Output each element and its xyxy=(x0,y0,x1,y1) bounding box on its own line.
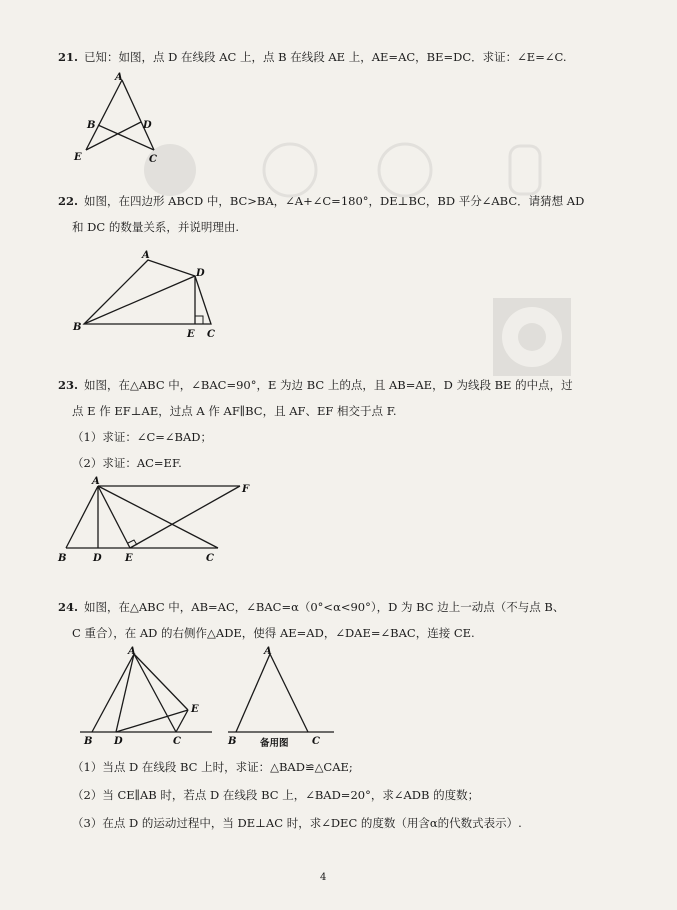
question-22-line-2: 和 DC 的数量关系，并说明理由. xyxy=(72,220,239,234)
question-24-part-3: （3）在点 D 的运动过程中，当 DE⊥AC 时，求∠DEC 的度数（用含α的代数式表示）. xyxy=(72,816,522,830)
question-23-part-2: （2）求证：AC=EF. xyxy=(72,456,182,470)
figure-23 xyxy=(58,474,258,569)
label-c: C xyxy=(312,736,320,747)
question-23-line-1: 如图，在△ABC 中，∠BAC=90°，E 为边 BC 上的点，且 AB=AE，D 为线段 BE 的中点，过 xyxy=(84,378,573,392)
question-24 xyxy=(58,598,564,616)
label-b: B xyxy=(84,736,93,747)
label-f: F xyxy=(242,484,250,495)
label-e: E xyxy=(74,152,82,163)
question-21-text: 已知：如图，点 D 在线段 AC 上，点 B 在线段 AE 上，AE=AC，BE=DC．求证：∠E=∠C. xyxy=(84,50,567,64)
question-24-part-1: （1）当点 D 在线段 BC 上时，求证：△BAD≌△CAE; xyxy=(72,760,353,774)
question-24-line-2: C 重合），在 AD 的右侧作△ADE，使得 AE=AD，∠DAE=∠BAC，连接 CE. xyxy=(72,626,475,640)
spare-figure-caption: 备用图 xyxy=(260,738,289,749)
label-c: C xyxy=(173,736,181,747)
bleed-through-figures xyxy=(140,140,560,200)
label-a: A xyxy=(128,646,136,657)
page-number: 4 xyxy=(320,872,327,883)
question-23-line-2: 点 E 作 EF⊥AE，过点 A 作 AF∥BC，且 AF、EF 相交于点 F. xyxy=(72,404,397,418)
segment-ab xyxy=(92,654,134,732)
bleed-through-pattern xyxy=(493,298,571,376)
question-24-line-2-row xyxy=(72,624,475,642)
segment-bd xyxy=(84,276,195,324)
label-c: C xyxy=(207,329,215,340)
label-a: A xyxy=(92,476,100,487)
label-e: E xyxy=(187,329,195,340)
question-24-number: 24. xyxy=(58,600,79,614)
label-e: E xyxy=(191,704,199,715)
label-a: A xyxy=(264,646,272,657)
question-23 xyxy=(58,376,573,394)
figure-24 xyxy=(76,646,216,746)
figure-21 xyxy=(70,72,180,167)
question-24-part-2: （2）当 CE∥AB 时，若点 D 在线段 BC 上，∠BAD=20°，求∠ADB 的度数； xyxy=(72,788,480,802)
segment-ad xyxy=(116,654,134,732)
label-b: B xyxy=(228,736,237,747)
label-a: A xyxy=(142,250,150,261)
label-d: D xyxy=(143,120,152,131)
segment-ac xyxy=(122,80,154,150)
question-21-number: 21. xyxy=(58,50,79,64)
segment-ae xyxy=(86,80,122,150)
label-b: B xyxy=(73,322,82,333)
right-angle-e xyxy=(195,316,203,324)
segment-ab xyxy=(236,654,270,732)
question-22 xyxy=(58,192,584,210)
label-d: D xyxy=(114,736,123,747)
segment-ac xyxy=(270,654,308,732)
label-e: E xyxy=(125,553,133,564)
segment-ae xyxy=(98,486,130,548)
segment-ef xyxy=(130,486,240,548)
figure-22 xyxy=(70,246,230,341)
figure-24-spare xyxy=(222,646,342,756)
question-22-number: 22. xyxy=(58,194,79,208)
question-24-line-1: 如图，在△ABC 中，AB=AC，∠BAC=α（0°<α<90°），D 为 BC 边上一动点（不与点 B、 xyxy=(84,600,565,614)
question-21 xyxy=(58,48,567,66)
label-c: C xyxy=(149,154,157,165)
label-b: B xyxy=(87,120,96,131)
segment-ae xyxy=(134,654,188,710)
label-d: D xyxy=(196,268,205,279)
question-23-part-1: （1）求证：∠C=∠BAD； xyxy=(72,430,212,444)
question-22-line-1: 如图，在四边形 ABCD 中，BC>BA，∠A+∠C=180°，DE⊥BC，BD 平分∠ABC．请猜想 AD xyxy=(84,194,585,208)
segment-ac xyxy=(98,486,218,548)
question-23-line-2-row xyxy=(72,402,397,420)
label-d: D xyxy=(93,553,102,564)
question-23-number: 23. xyxy=(58,378,79,392)
label-b: B xyxy=(58,553,67,564)
label-c: C xyxy=(206,553,214,564)
quad-abcd xyxy=(84,260,211,324)
label-a: A xyxy=(115,72,123,83)
segment-ab xyxy=(66,486,98,548)
question-22-line-2-row xyxy=(72,218,239,236)
